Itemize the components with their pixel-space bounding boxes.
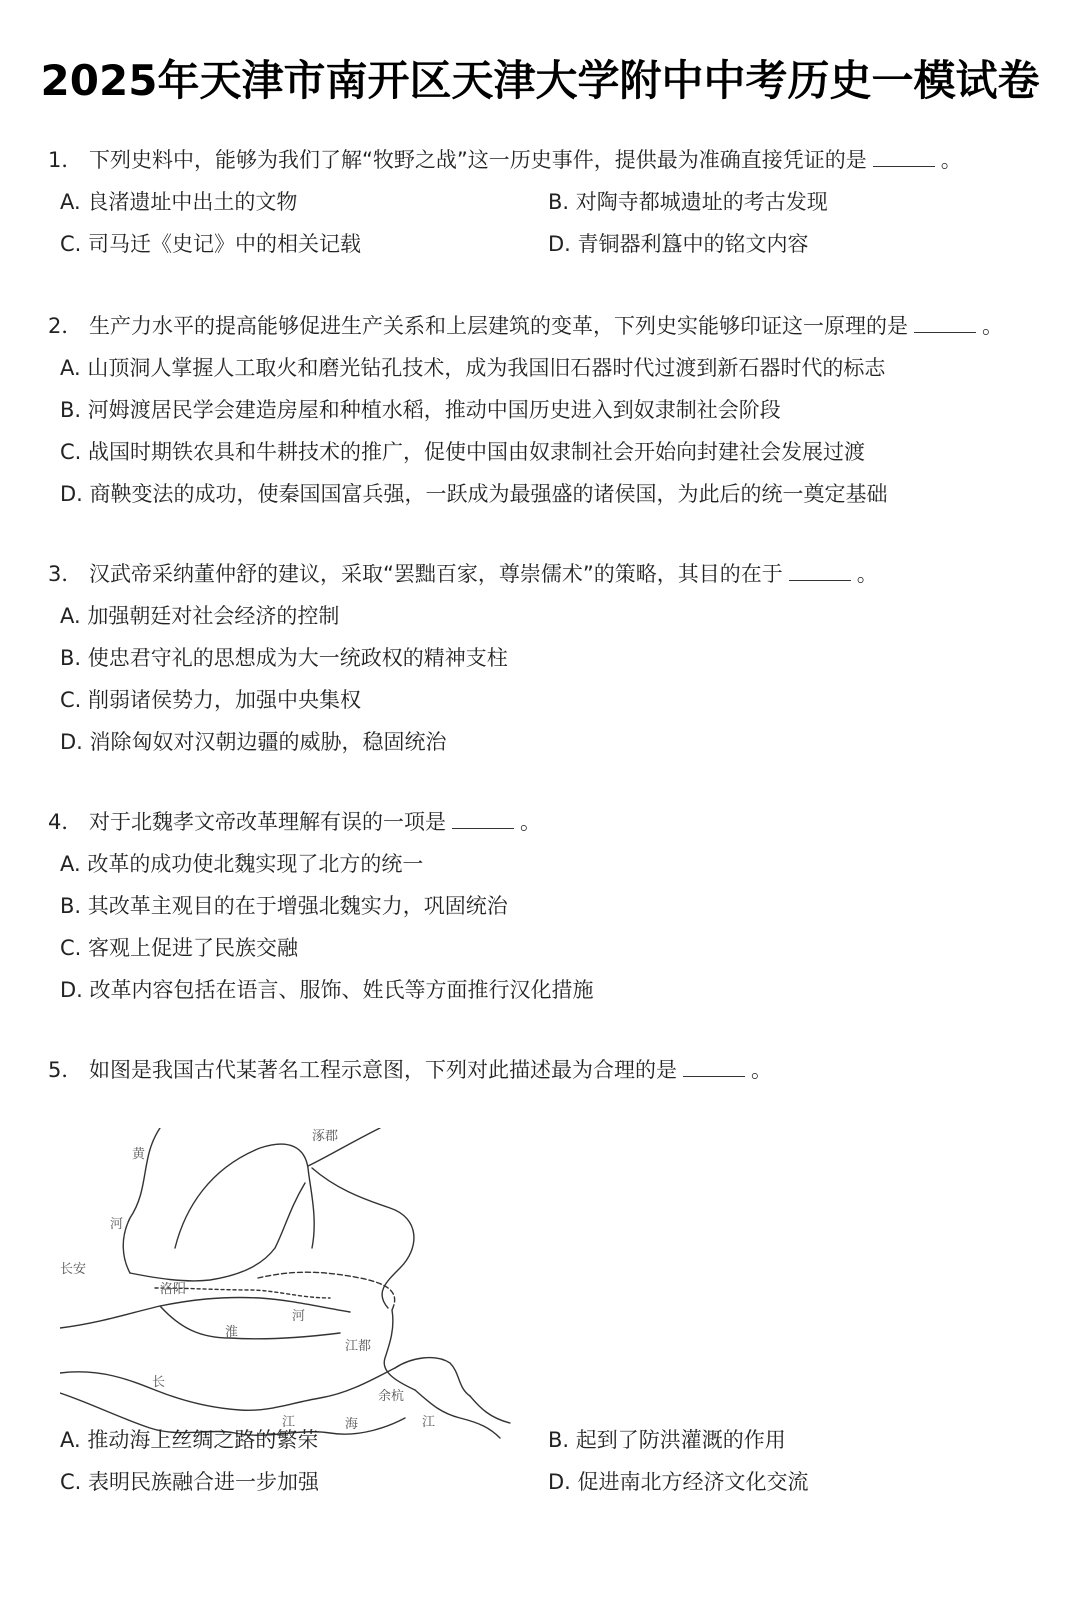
q2-option-d: D. 商鞅变法的成功，使秦国国富兵强，一跃成为最强盛的诸侯国，为此后的统一奠定基础 [60, 482, 888, 506]
canal-map [60, 1128, 520, 1458]
map-label-chang: 长 [152, 1375, 166, 1390]
q2-option-a: A. 山顶洞人掌握人工取火和磨光钻孔技术，成为我国旧石器时代过渡到新石器时代的标志 [60, 356, 886, 380]
answer-blank-3[interactable] [789, 560, 851, 581]
question-2-end: 。 [982, 314, 1004, 338]
q1-option-d: D. 青铜器利簋中的铭文内容 [548, 232, 809, 256]
map-label-huai: 淮 [225, 1325, 239, 1340]
map-label-jiang: 江 [282, 1415, 296, 1430]
q1-option-b: B. 对陶寺都城遗址的考古发现 [548, 190, 828, 214]
q4-option-d: D. 改革内容包括在语言、服饰、姓氏等方面推行汉化措施 [60, 978, 594, 1002]
q5-option-a: A. 推动海上丝绸之路的繁荣 [60, 1428, 319, 1452]
question-4-text: 4． 对于北魏孝文帝改革理解有误的一项是 [48, 810, 447, 834]
q5-option-d: D. 促进南北方经济文化交流 [548, 1470, 809, 1494]
q4-option-b: B. 其改革主观目的在于增强北魏实力，巩固统治 [60, 894, 508, 918]
map-label-he2: 河 [292, 1309, 306, 1324]
q1-option-c: C. 司马迁《史记》中的相关记载 [60, 232, 362, 256]
map-label-jiangdu: 江都 [345, 1339, 372, 1354]
question-1-text: 1． 下列史料中，能够为我们了解“牧野之战”这一历史事件，提供最为准确直接凭证的是 [48, 148, 867, 172]
map-label-hai: 海 [345, 1417, 359, 1432]
question-4-end: 。 [520, 810, 542, 834]
question-3-end: 。 [856, 562, 878, 586]
question-2-text: 2． 生产力水平的提高能够促进生产关系和上层建筑的变革，下列史实能够印证这一原理的是 [48, 314, 909, 338]
q2-option-c: C. 战国时期铁农具和牛耕技术的推广，促使中国由奴隶制社会开始向封建社会发展过渡 [60, 440, 866, 464]
question-3-stem [48, 560, 878, 588]
page-title: 2025年天津市南开区天津大学附中中考历史一模试卷 [40, 56, 1040, 105]
q5-option-c: C. 表明民族融合进一步加强 [60, 1470, 320, 1494]
question-5-stem [48, 1056, 772, 1084]
q3-option-d: D. 消除匈奴对汉朝边疆的威胁，稳固统治 [60, 730, 447, 754]
q3-option-c: C. 削弱诸侯势力，加强中央集权 [60, 688, 362, 712]
q4-option-a: A. 改革的成功使北魏实现了北方的统一 [60, 852, 424, 876]
q1-option-a: A. 良渚遗址中出土的文物 [60, 190, 298, 214]
question-2-stem [48, 312, 1003, 340]
q4-option-c: C. 客观上促进了民族交融 [60, 936, 299, 960]
question-1-stem [48, 146, 962, 174]
q3-option-b: B. 使忠君守礼的思想成为大一统政权的精神支柱 [60, 646, 508, 670]
q2-option-b: B. 河姆渡居民学会建造房屋和种植水稻，推动中国历史进入到奴隶制社会阶段 [60, 398, 781, 422]
map-label-jiang2: 江 [422, 1415, 436, 1430]
question-1-end: 。 [940, 148, 962, 172]
q3-option-a: A. 加强朝廷对社会经济的控制 [60, 604, 340, 628]
question-5-end: 。 [751, 1058, 773, 1082]
map-label-luoyang: 洛阳 [160, 1282, 187, 1297]
answer-blank-1[interactable] [873, 146, 935, 167]
map-label-yuhang: 余杭 [378, 1389, 405, 1404]
map-label-he: 河 [110, 1217, 124, 1232]
question-3-text: 3． 汉武帝采纳董仲舒的建议，采取“罢黜百家，尊崇儒术”的策略，其目的在于 [48, 562, 783, 586]
answer-blank-4[interactable] [452, 808, 514, 829]
map-label-changan: 长安 [60, 1262, 87, 1277]
map-label-zhuojun: 涿郡 [312, 1129, 339, 1144]
answer-blank-5[interactable] [683, 1056, 745, 1077]
map-label-huang: 黄 [132, 1147, 146, 1162]
question-5-text: 5． 如图是我国古代某著名工程示意图，下列对此描述最为合理的是 [48, 1058, 678, 1082]
map-rivers [60, 1128, 510, 1438]
answer-blank-2[interactable] [914, 312, 976, 333]
q5-option-b: B. 起到了防洪灌溉的作用 [548, 1428, 786, 1452]
question-4-stem [48, 808, 541, 836]
